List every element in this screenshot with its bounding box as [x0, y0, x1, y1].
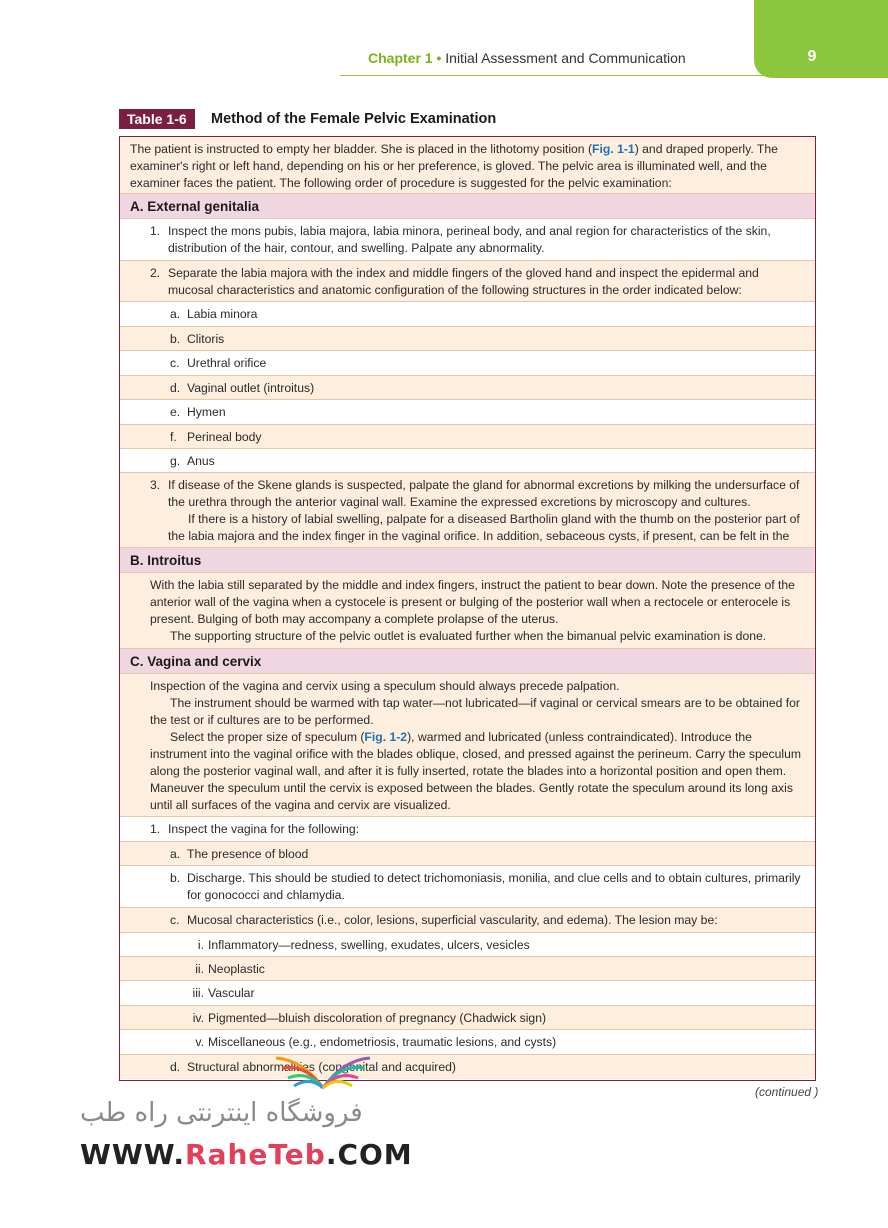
item-text: Mucosal characteristics (i.e., color, lesions, superficial vascularity, and edema). The lesion may be: — [187, 913, 718, 927]
item-text: Neoplastic — [208, 962, 265, 976]
item-text: Inspect the vagina for the following: — [168, 822, 360, 836]
section-c-intro — [120, 674, 815, 817]
figure-link-1-1[interactable]: Fig. 1-1 — [592, 142, 635, 156]
list-item — [120, 449, 815, 473]
intro-row — [120, 137, 815, 194]
page-number-tab — [754, 0, 888, 78]
item-roman: iv. — [192, 1011, 204, 1025]
section-c-header — [120, 649, 815, 674]
item-text: Discharge. This should be studied to detect trichomoniasis, monilia, and clue cells and to obtain cultures, primarily for gonococci and chlamydia. — [187, 871, 801, 902]
item-number: 1. — [150, 822, 161, 836]
section-b-header — [120, 548, 815, 573]
item-letter: c. — [170, 913, 180, 927]
item-roman: i. — [197, 938, 204, 952]
section-a-title: A. External genitalia — [130, 199, 260, 214]
book-logo-icon — [268, 1040, 378, 1100]
item-text: Pigmented—bluish discoloration of pregnancy (Chadwick sign) — [208, 1011, 547, 1025]
section-b-text — [150, 577, 805, 645]
paragraph: If there is a history of labial swelling, palpate for a diseased Bartholin gland with the thumb on the posterior part of the labia majora and the index finger in the vaginal orifice. In addition, sebaceous cysts, if present, can be felt in the — [168, 512, 800, 543]
list-item — [120, 842, 815, 866]
table-title: Method of the Female Pelvic Examination — [211, 111, 497, 127]
section-b-title: B. Introitus — [130, 553, 202, 568]
section-b-body — [120, 573, 815, 649]
item-letter: a. — [170, 847, 181, 861]
section-a-header — [120, 194, 815, 219]
item-letter: b. — [170, 871, 181, 885]
item-text: Clitoris — [187, 332, 225, 346]
chapter-title: Initial Assessment and Communication — [445, 50, 686, 66]
list-item — [120, 866, 815, 908]
page-number: 9 — [807, 48, 817, 65]
item-roman: v. — [195, 1035, 204, 1049]
page-header — [0, 0, 888, 80]
list-item — [120, 219, 815, 261]
list-item — [120, 302, 815, 327]
section-c-title: C. Vagina and cervix — [130, 654, 262, 669]
item-text: The presence of blood — [187, 847, 309, 861]
intro-text-a: The patient is instructed to empty her bladder. She is placed in the lithotomy position ( — [130, 142, 593, 156]
figure-link-1-2[interactable]: Fig. 1-2 — [364, 730, 408, 744]
item-text: Vaginal outlet (introitus) — [187, 381, 315, 395]
item-number: 2. — [150, 266, 161, 280]
list-item — [120, 817, 815, 842]
list-item — [120, 1030, 815, 1055]
intro-text-b: ) and draped properly. The examiner's right or left hand, depending on his or her preference, is gloved. The pelvic area is illuminated well, and the examiner faces the patient. The following order of procedure is suggested for the pelvic examination: — [130, 142, 778, 190]
list-item — [120, 933, 815, 957]
list-item — [120, 1006, 815, 1030]
continued-note: (continued ) — [755, 1085, 819, 1099]
table-label: Table 1-6 — [119, 109, 195, 129]
paragraph-text-b: ), warmed and lubricated (unless contraindicated). Introduce the instrument into the vaginal orifice with the blades oblique, closed, and pressed against the perineum. Carry the speculum along the posterior vaginal wall, and after it is fully inserted, rotate the blades into a horizontal position and open them. Maneuver the speculum until the cervix is exposed between the blades. Gently rotate the speculum around its long axis until all surfaces of the vagina and cervix are visualized. — [150, 730, 802, 812]
item-letter: d. — [170, 381, 181, 395]
item-text: Hymen — [187, 405, 226, 419]
item-text: Perineal body — [187, 430, 262, 444]
list-item — [120, 981, 815, 1006]
paragraph: Inspection of the vagina and cervix using a speculum should always precede palpation. — [150, 679, 620, 693]
item-text: Inspect the mons pubis, labia majora, labia minora, perineal body, and anal region for characteristics of the skin, distribution of the hair, contour, and swelling. Palpate any abnormality. — [168, 224, 771, 255]
list-item — [120, 957, 815, 981]
item-text: Urethral orifice — [187, 356, 267, 370]
item-roman: ii. — [195, 962, 204, 976]
url-brand: RaheTeb — [185, 1138, 326, 1171]
item-text: Vascular — [208, 986, 255, 1000]
item-letter: c. — [170, 356, 180, 370]
section-c-text — [150, 678, 805, 814]
paragraph: The instrument should be warmed with tap water—not lubricated—if vaginal or cervical smears are to be obtained for the test or if cultures are to be performed. — [150, 696, 800, 727]
url-prefix: WWW. — [80, 1138, 186, 1171]
item-text: Structural abnormalities (congenital and acquired) — [187, 1060, 456, 1074]
item-letter: b. — [170, 332, 181, 346]
watermark-persian: فروشگاه اینترنتی راه طب — [80, 1098, 363, 1128]
list-item — [120, 1055, 815, 1079]
watermark-url — [80, 1138, 413, 1171]
item-number: 1. — [150, 224, 161, 238]
list-item — [120, 261, 815, 302]
item-text: Miscellaneous (e.g., endometriosis, traumatic lesions, and cysts) — [208, 1035, 557, 1049]
paragraph — [150, 729, 805, 814]
list-item — [120, 400, 815, 425]
pelvic-exam-table — [119, 136, 816, 1081]
list-item — [120, 327, 815, 351]
item-number: 3. — [150, 478, 161, 492]
chapter-label: Chapter 1 — [368, 50, 433, 66]
intro-text — [130, 141, 805, 192]
paragraph: If disease of the Skene glands is suspected, palpate the gland for abnormal excretions by milking the undersurface of the urethra through the anterior vaginal wall. Examine the expressed excretions by microscopy and cultures. — [168, 478, 800, 509]
item-letter: f. — [170, 430, 177, 444]
item-letter: d. — [170, 1060, 181, 1074]
table-heading — [119, 109, 497, 129]
item-letter: e. — [170, 405, 181, 419]
running-head — [368, 50, 686, 66]
list-item — [120, 473, 815, 548]
list-item — [120, 425, 815, 449]
item-text: Labia minora — [187, 307, 258, 321]
url-suffix: .COM — [325, 1138, 413, 1171]
item-text: Separate the labia majora with the index and middle fingers of the gloved hand and inspect the epidermal and mucosal characteristics and anatomic configuration of the following structures in the order indicated below: — [168, 266, 759, 297]
item-roman: iii. — [192, 986, 204, 1000]
paragraph: The supporting structure of the pelvic outlet is evaluated further when the bimanual pelvic examination is done. — [170, 629, 767, 643]
paragraph: With the labia still separated by the middle and index fingers, instruct the patient to bear down. Note the presence of the anterior wall of the vagina when a cystocele is present or bulging of the posterior wall when a rectocele or enterocele is present. Bulging of both may accompany a complete prolapse of the uterus. — [150, 578, 795, 626]
list-item — [120, 376, 815, 400]
bullet: • — [436, 50, 442, 66]
paragraph-text-a: Select the proper size of speculum ( — [170, 730, 365, 744]
item-letter: a. — [170, 307, 181, 321]
list-item — [120, 908, 815, 933]
item-text: Anus — [187, 454, 215, 468]
item-letter: g. — [170, 454, 181, 468]
list-item — [120, 351, 815, 376]
item-text: Inflammatory—redness, swelling, exudates, ulcers, vesicles — [208, 938, 530, 952]
